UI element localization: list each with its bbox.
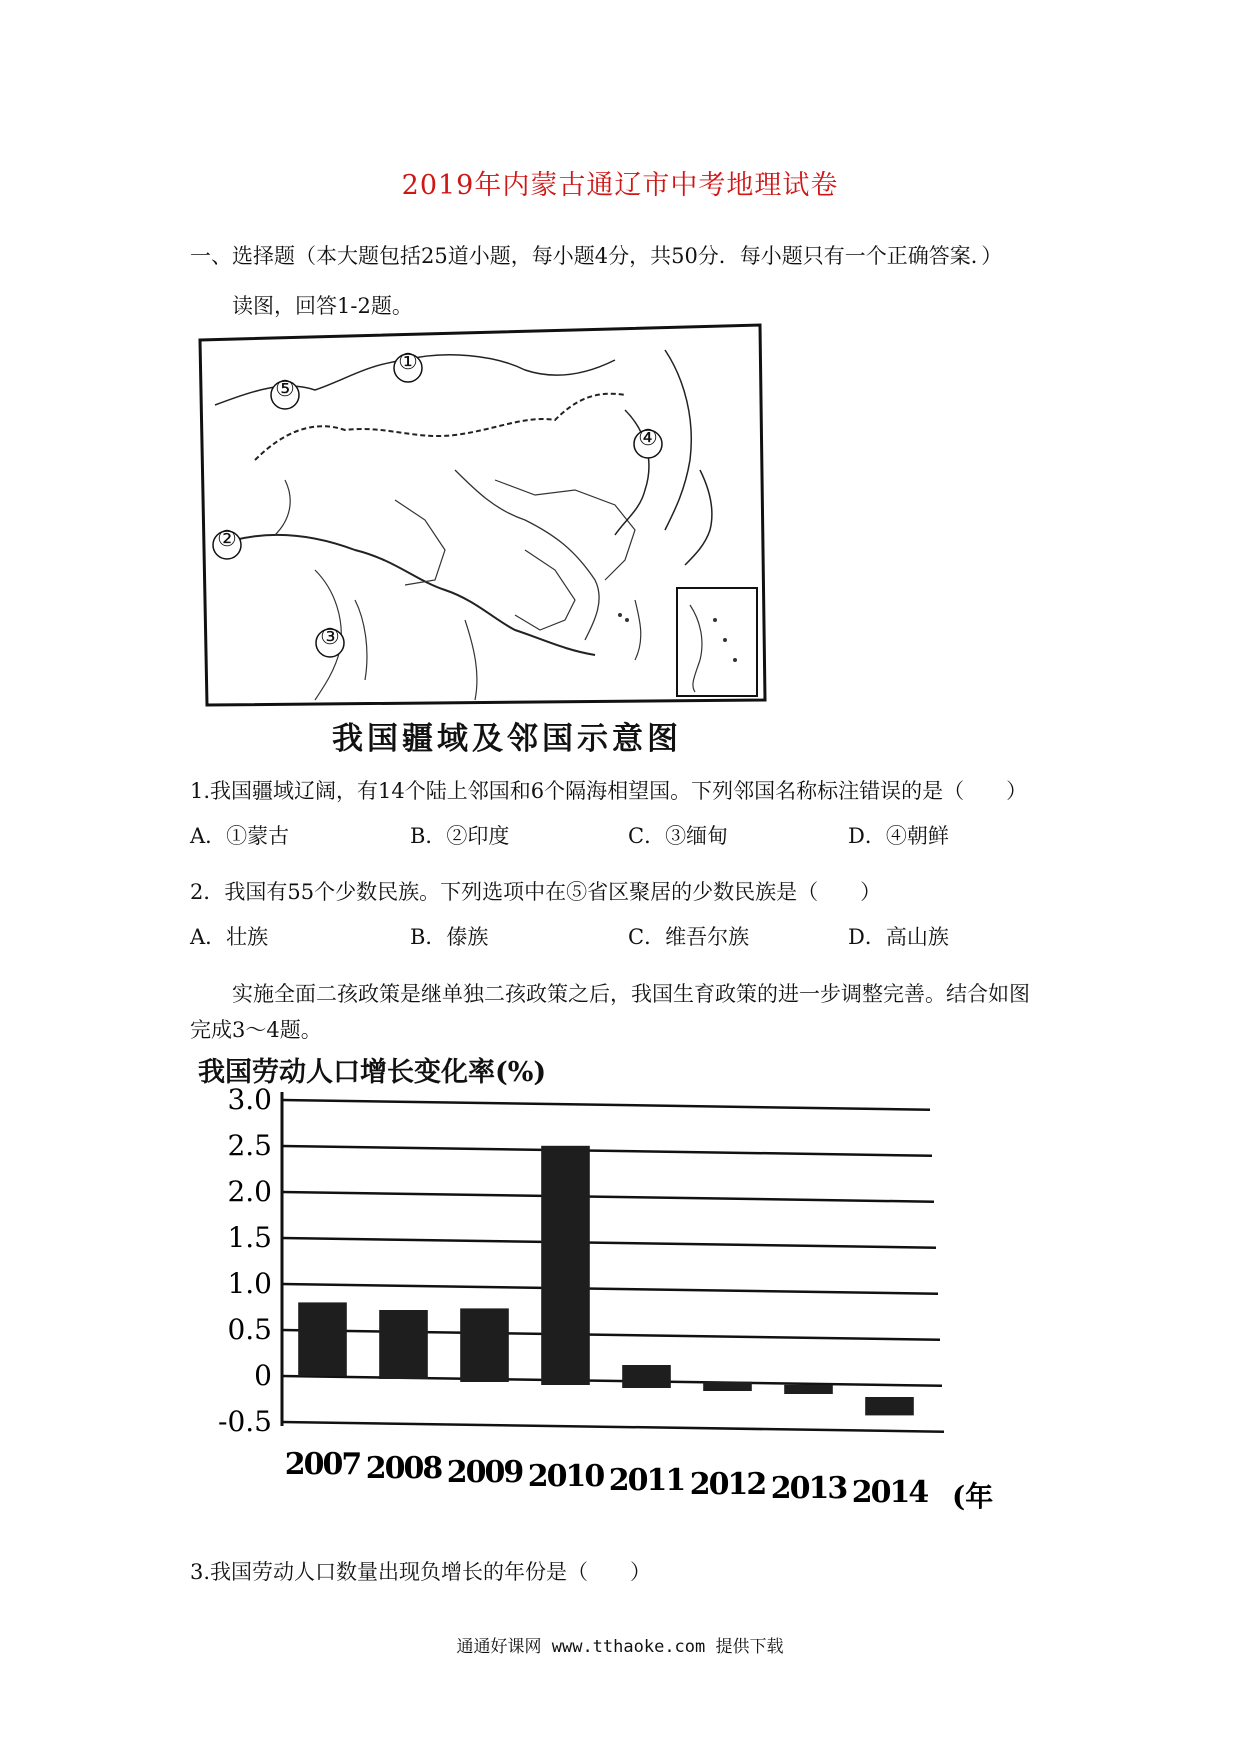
y-tick-label: 1.5	[227, 1221, 272, 1254]
chart-title: 我国劳动人口增长变化率(%)	[198, 1057, 547, 1088]
x-tick-label: 2008	[365, 1451, 442, 1486]
intro-q3-4-line1: 实施全面二孩政策是继单独二孩政策之后，我国生育政策的进一步调整完善。结合如图	[232, 982, 1030, 1006]
x-tick-label: 2013	[770, 1471, 847, 1506]
y-tick-label: 0	[254, 1359, 272, 1392]
gridline	[282, 1192, 934, 1202]
q2-option-d: D．高山族	[848, 925, 949, 949]
y-tick-label: 2.0	[227, 1175, 272, 1208]
q1-option-a: A．①蒙古	[190, 824, 290, 848]
y-tick-label: 0.5	[227, 1313, 272, 1346]
q1-option-c: C．③缅甸	[628, 824, 729, 848]
y-tick-label: -0.5	[218, 1405, 272, 1438]
q1-stem: 1.我国疆域辽阔，有14个陆上邻国和6个隔海相望国。下列邻国名称标注错误的是（ ）	[190, 779, 1028, 803]
bar-2011	[622, 1365, 671, 1388]
bar-2009	[460, 1308, 509, 1382]
gridline	[282, 1146, 932, 1156]
q3-stem: 3.我国劳动人口数量出现负增长的年份是（ ）	[190, 1560, 652, 1584]
section-heading: 一、选择题（本大题包括25道小题，每小题4分，共50分．每小题只有一个正确答案．）	[190, 244, 1003, 268]
map-label-4-text: ④	[638, 426, 658, 451]
y-tick-label: 1.0	[227, 1267, 272, 1300]
q2-option-c: C．维吾尔族	[628, 925, 750, 949]
x-axis-label: (年	[952, 1480, 994, 1513]
labor-growth-chart	[190, 1080, 1010, 1520]
map-caption: 我国疆域及邻国示意图	[332, 721, 682, 757]
gridline	[282, 1100, 930, 1110]
map-figure	[195, 320, 775, 710]
q1-option-d: D．④朝鲜	[848, 824, 949, 848]
intro-q3-4-line2: 完成3～4题。	[190, 1018, 322, 1042]
map-label-5-text: ⑤	[275, 377, 295, 402]
bar-2013	[784, 1385, 833, 1394]
q2-option-a: A．壮族	[190, 925, 269, 949]
bar-2014	[865, 1397, 914, 1415]
map-label-2-text: ②	[217, 527, 237, 552]
q1-option-b: B．②印度	[410, 824, 510, 848]
y-tick-label: 2.5	[227, 1129, 272, 1162]
footer-source: 通通好课网 www.tthaoke.com 提供下载	[456, 1637, 784, 1657]
x-tick-label: 2011	[608, 1463, 685, 1498]
map-label-1-text: ①	[398, 350, 418, 375]
x-tick-label: 2007	[284, 1447, 361, 1482]
bar-2010	[541, 1146, 590, 1385]
gridline	[282, 1422, 944, 1432]
x-tick-label: 2012	[689, 1467, 766, 1502]
x-tick-label: 2010	[527, 1459, 604, 1494]
gridline	[282, 1284, 938, 1294]
intro-q1-2: 读图，回答1-2题。	[232, 294, 413, 318]
bar-2008	[379, 1310, 428, 1379]
q2-stem: 2．我国有55个少数民族。下列选项中在⑤省区聚居的少数民族是（ ）	[190, 880, 882, 904]
x-tick-label: 2014	[851, 1475, 928, 1510]
map-label-3-text: ③	[320, 625, 340, 650]
bar-2012	[703, 1382, 752, 1391]
page-title: 2019年内蒙古通辽市中考地理试卷	[401, 170, 839, 201]
q2-option-b: B．傣族	[410, 925, 489, 949]
x-tick-label: 2009	[446, 1455, 523, 1490]
y-tick-label: 3.0	[227, 1083, 272, 1116]
bar-2007	[298, 1302, 347, 1376]
gridline	[282, 1238, 936, 1248]
